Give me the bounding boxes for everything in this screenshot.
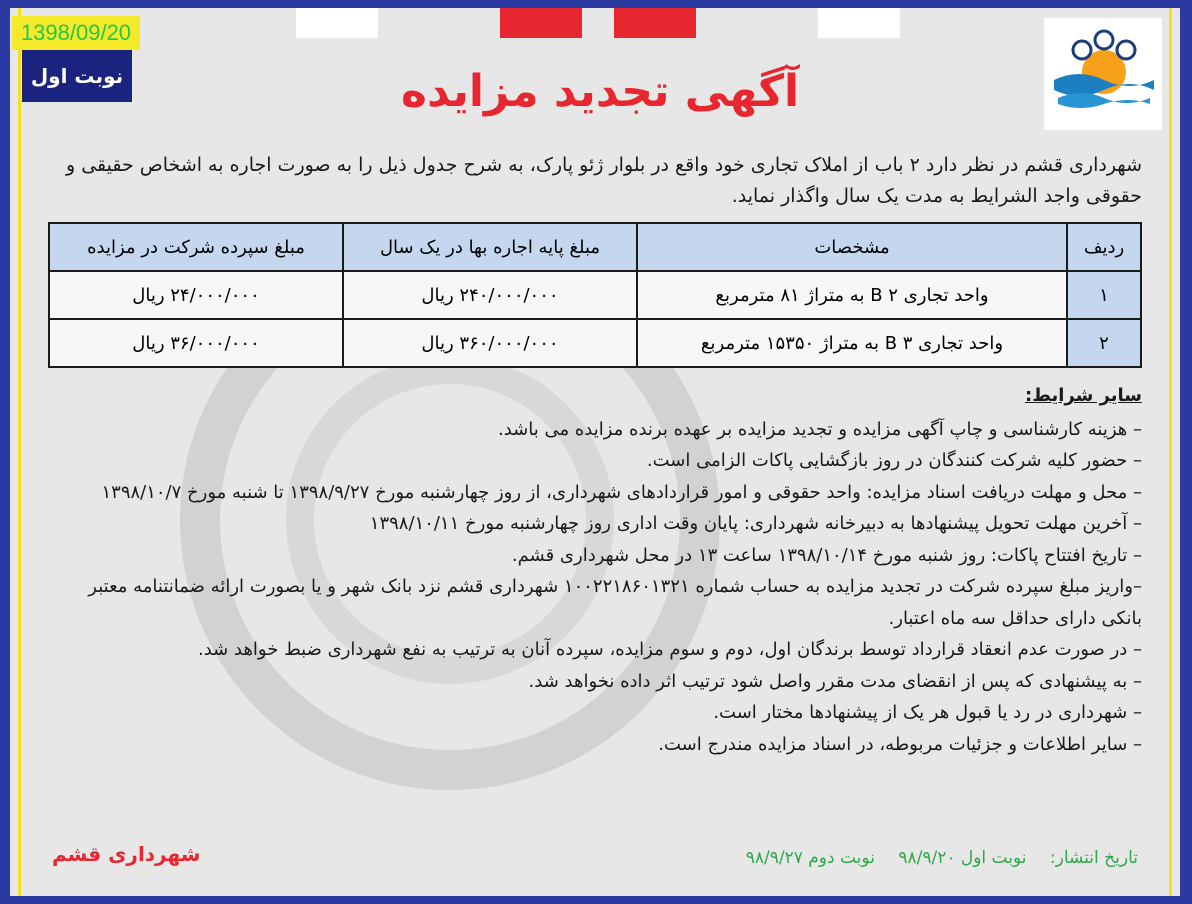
left-rule [18, 8, 21, 896]
condition-item: – تاریخ افتتاح پاکات: روز شنبه مورخ ۱۳۹۸/۱۰/۱۴ ساعت ۱۳ در محل شهرداری قشم. [511, 544, 1142, 566]
conditions-section [48, 380, 1142, 760]
cell-specs: واحد تجاری ۳ B به متراژ ۱۵۳۵۰ مترمربع [637, 319, 1067, 367]
condition-item: – هزینه کارشناسی و چاپ آگهی مزایده و تجدید مزایده بر عهده برنده مزایده می باشد. [498, 418, 1142, 440]
cell-deposit: ۳۶/۰۰۰/۰۰۰ ریال [49, 319, 343, 367]
condition-item: – سایر اطلاعات و جزئیات مربوطه، در اسناد مزایده مندرج است. [658, 733, 1142, 755]
condition-item: –واریز مبلغ سپرده شرکت در تجدید مزایده به حساب شماره ۱۰۰۲۲۱۸۶۰۱۳۲۱ شهرداری قشم نزد بانک شهر و یا بصورت ارائه ضمانتنامه معتبر بانکی دارای حداقل سه ماه اعتبار. [88, 576, 1142, 629]
condition-item: – آخرین مهلت تحویل پیشنهادها به دبیرخانه شهرداری: پایان وقت اداری روز چهارشنبه مورخ ۱۳۹۸/۱۰/۱۱ [369, 513, 1142, 534]
condition-item: – شهرداری در رد یا قبول هر یک از پیشنهادها مختار است. [713, 702, 1142, 723]
turn-badge: نوبت اول [22, 50, 132, 102]
publication-dates [728, 848, 1138, 868]
cell-deposit: ۲۴/۰۰۰/۰۰۰ ریال [49, 271, 343, 319]
page-title: آگهی تجدید مزایده [400, 66, 800, 117]
pub-second: نوبت دوم ۹۸/۹/۲۷ [745, 848, 875, 868]
pub-first: نوبت اول ۹۸/۹/۲۰ [898, 848, 1027, 868]
cell-row-number: ۱ [1067, 271, 1141, 319]
condition-item: – محل و مهلت دریافت اسناد مزایده: واحد حقوقی و امور قراردادهای شهرداری، از روز چهارشنبه مورخ ۱۳۹۸/۹/۲۷ تا شنبه مورخ ۱۳۹۸/۱۰/۷ [101, 481, 1142, 503]
conditions-heading: سایر شرایط: [1025, 385, 1142, 406]
top-bar-red-2 [614, 8, 696, 38]
pub-label: تاریخ انتشار: [1049, 848, 1138, 868]
cell-base-rent: ۳۶۰/۰۰۰/۰۰۰ ریال [343, 319, 637, 367]
col-header-deposit: مبلغ سپرده شرکت در مزایده [49, 223, 343, 271]
condition-item: – در صورت عدم انعقاد قرارداد توسط برندگان اول، دوم و سوم مزایده، سپرده آنان به ترتیب به نفع شهرداری ضبط خواهد شد. [198, 639, 1142, 660]
cell-base-rent: ۲۴۰/۰۰۰/۰۰۰ ریال [343, 271, 637, 319]
table-header-row [49, 223, 1141, 271]
right-rule [1169, 8, 1172, 896]
cell-row-number: ۲ [1067, 319, 1141, 367]
top-bar-red-1 [500, 8, 582, 38]
top-bar-white-2 [818, 8, 900, 38]
table-row [49, 271, 1141, 319]
col-header-specs: مشخصات [637, 223, 1067, 271]
top-bar-white-1 [296, 8, 378, 38]
intro-paragraph: شهرداری قشم در نظر دارد ۲ باب از املاک تجاری خود واقع در بلوار ژئو پارک، به شرح جدول ذیل را به صورت اجاره به اشخاص حقیقی و حقوقی واجد الشرایط به مدت یک سال واگذار نماید. [66, 154, 1142, 207]
table-row [49, 319, 1141, 367]
cell-specs: واحد تجاری ۲ B به متراژ ۸۱ مترمربع [637, 271, 1067, 319]
municipality-logo-icon [1044, 18, 1162, 130]
properties-table [48, 222, 1142, 368]
condition-item: – به پیشنهادی که پس از انقضای مدت مقرر واصل شود ترتیب اثر داده نخواهد شد. [528, 670, 1142, 692]
condition-item: – حضور کلیه شرکت کنندگان در روز بازگشایی پاکات الزامی است. [646, 450, 1142, 471]
col-header-row-number: ردیف [1067, 223, 1141, 271]
date-stamp: 1398/09/20 [12, 16, 140, 50]
col-header-base-rent: مبلغ پایه اجاره بها در یک سال [343, 223, 637, 271]
signature: شهرداری قشم [52, 842, 201, 866]
